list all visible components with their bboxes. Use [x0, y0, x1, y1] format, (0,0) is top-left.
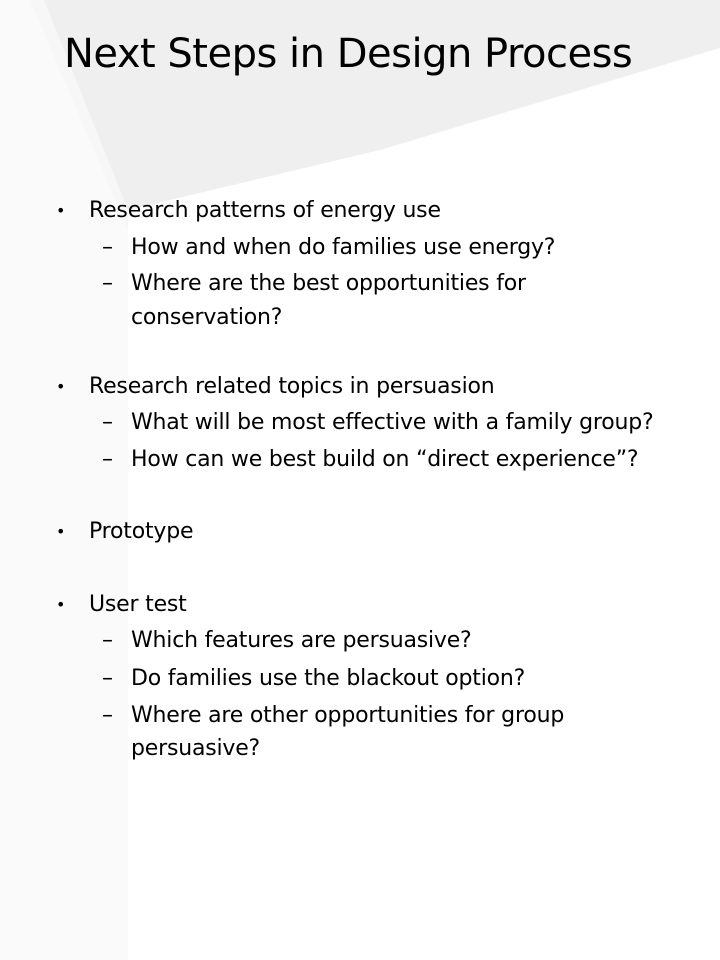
slide-title: Next Steps in Design Process [64, 31, 633, 77]
bullet-item-research-energy: Research patterns of energy use [89, 198, 441, 223]
dash-marker: – [102, 271, 113, 296]
dash-marker: – [102, 628, 113, 653]
subitem-line-continued: conservation? [131, 305, 283, 330]
dash-marker: – [102, 703, 113, 728]
subitem-line: Which features are persuasive? [131, 628, 472, 653]
bullet-item-prototype: Prototype [89, 519, 194, 544]
bullet-marker: • [56, 201, 66, 220]
subitem-line: How can we best build on “direct experience”? [131, 447, 639, 472]
bullet-marker: • [56, 595, 66, 614]
dash-marker: – [102, 235, 113, 260]
subitem-line: How and when do families use energy? [131, 235, 556, 260]
bullet-item-user-test: User test [89, 592, 187, 617]
bullet-marker: • [56, 377, 66, 396]
bullet-item-research-persuasion: Research related topics in persuasion [89, 374, 495, 399]
bullet-marker: • [56, 522, 66, 541]
subitem-line: Where are the best opportunities for [131, 271, 526, 296]
dash-marker: – [102, 666, 113, 691]
subitem-line: Where are other opportunities for group [131, 703, 565, 728]
subitem-line: What will be most effective with a family group? [131, 410, 654, 435]
dash-marker: – [102, 447, 113, 472]
subitem-line-continued: persuasive? [131, 736, 261, 761]
subitem-line: Do families use the blackout option? [131, 666, 526, 691]
dash-marker: – [102, 410, 113, 435]
